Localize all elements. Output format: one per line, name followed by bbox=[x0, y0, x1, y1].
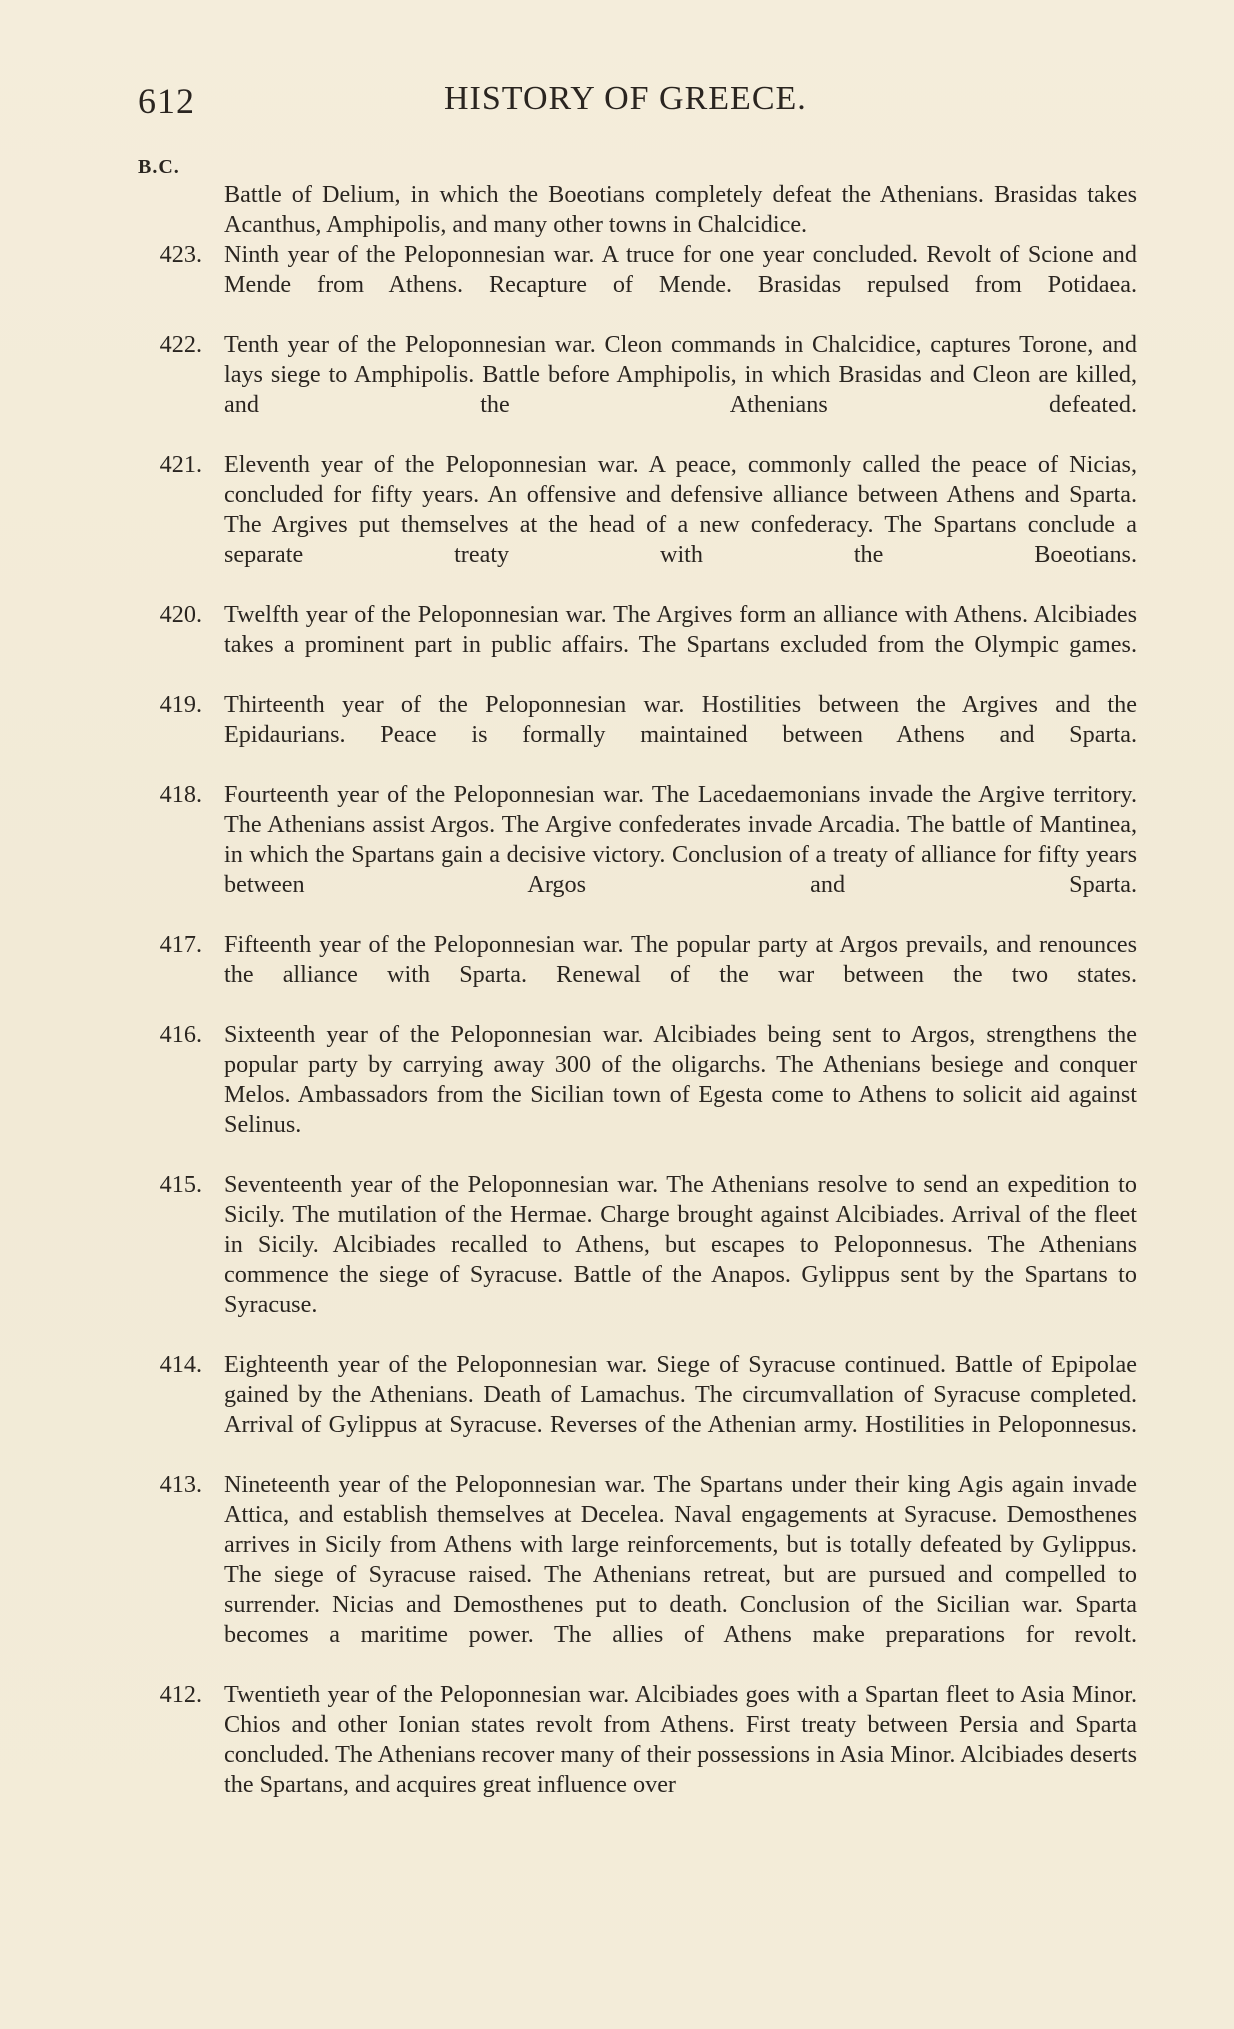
entry-text: Ninth year of the Peloponnesian war. A truce for one year concluded. Revolt of Scione and Mende from Athens. Recapture of Mende. Brasidas repulsed from Potidaea. bbox=[224, 241, 1137, 298]
chronology-entry bbox=[132, 1470, 1137, 1680]
chronology-entry bbox=[132, 330, 1137, 450]
entry-text: Battle of Delium, in which the Boeotians completely defeat the Athenians. Brasidas takes Acanthus, Amphipolis, and many other towns in Chalcidice. bbox=[224, 181, 1137, 238]
entry-text: Eleventh year of the Peloponnesian war. A peace, commonly called the peace of Nicias, concluded for fifty years. An offensive and defensive alliance between Athens and Sparta. The Argives put themselves at the head of a new confederacy. The Spartans conclude a separate treaty with the Boeotians. bbox=[224, 451, 1137, 568]
page-number: 612 bbox=[138, 81, 195, 121]
entry-year: 422. bbox=[159, 331, 202, 358]
entry-year: 420. bbox=[159, 601, 202, 628]
entry-year: 416. bbox=[159, 1021, 202, 1048]
entry-year: 413. bbox=[159, 1471, 202, 1498]
chronology-entry bbox=[132, 780, 1137, 930]
entry-text: Fifteenth year of the Peloponnesian war. The popular party at Argos prevails, and renounces the alliance with Sparta. Renewal of the war between the two states. bbox=[224, 931, 1137, 988]
chronology-entry bbox=[132, 240, 1137, 330]
entry-year: 414. bbox=[159, 1351, 202, 1378]
chronology-entry bbox=[132, 1680, 1137, 1800]
entry-year: 415. bbox=[159, 1171, 202, 1198]
entry-year: 419. bbox=[159, 691, 202, 718]
entry-year: 418. bbox=[159, 781, 202, 808]
chronology-entry bbox=[132, 180, 1137, 240]
chronology-entry bbox=[132, 450, 1137, 600]
chronology-entry bbox=[132, 1170, 1137, 1350]
chronology-entry bbox=[132, 930, 1137, 1020]
entry-text: Fourteenth year of the Peloponnesian war. The Lacedaemonians invade the Argive territory. The Athenians assist Argos. The Argive confederates invade Arcadia. The battle of Mantinea, in which the Spartans gain a decisive victory. Conclusion of a treaty of alliance for fifty years between Argos and Sparta. bbox=[224, 781, 1137, 898]
entry-text: Tenth year of the Peloponnesian war. Cleon commands in Chalcidice, captures Torone, and lays siege to Amphipolis. Battle before Amphipolis, in which Brasidas and Cleon are killed, and the Athenians defeated. bbox=[224, 331, 1137, 418]
entry-text: Eighteenth year of the Peloponnesian war. Siege of Syracuse continued. Battle of Epipolae gained by the Athenians. Death of Lamachus. The circumvallation of Syracuse completed. Arrival of Gylippus at Syracuse. Reverses of the Athenian army. Hostilities in Peloponnesus. bbox=[224, 1351, 1137, 1438]
chronology-entry bbox=[132, 1350, 1137, 1470]
entry-text: Sixteenth year of the Peloponnesian war. Alcibiades being sent to Argos, strengthens the popular party by carrying away 300 of the oligarchs. The Athenians besiege and conquer Melos. Ambassadors from the Sicilian town of Egesta come to Athens to solicit aid against Selinus. bbox=[224, 1021, 1137, 1138]
page-header bbox=[138, 80, 1138, 124]
entry-text: Seventeenth year of the Peloponnesian war. The Athenians resolve to send an expedition to Sicily. The mutilation of the Hermae. Charge brought against Alcibiades. Arrival of the fleet in Sicily. Alcibiades recalled to Athens, but escapes to Peloponnesus. The Athenians commence the siege of Syracuse. Battle of the Anapos. Gylippus sent by the Spartans to Syracuse. bbox=[224, 1171, 1137, 1318]
chronology-list bbox=[132, 180, 1137, 1800]
chronology-entry bbox=[132, 690, 1137, 780]
chronology-entry bbox=[132, 1020, 1137, 1170]
chronology-entry bbox=[132, 600, 1137, 690]
entry-year: 423. bbox=[159, 241, 202, 268]
entry-text: Thirteenth year of the Peloponnesian war. Hostilities between the Argives and the Epidaurians. Peace is formally maintained between Athens and Sparta. bbox=[224, 691, 1137, 748]
running-title: HISTORY OF GREECE. bbox=[444, 80, 807, 117]
entry-text: Twentieth year of the Peloponnesian war. Alcibiades goes with a Spartan fleet to Asia Minor. Chios and other Ionian states revolt from Athens. First treaty between Persia and Sparta concluded. The Athenians recover many of their possessions in Asia Minor. Alcibiades deserts the Spartans, and acquires great influence over bbox=[224, 1681, 1137, 1798]
bc-label: B.C. bbox=[138, 156, 180, 178]
entry-year: 417. bbox=[159, 931, 202, 958]
entry-year: 421. bbox=[159, 451, 202, 478]
entry-text: Twelfth year of the Peloponnesian war. The Argives form an alliance with Athens. Alcibiades takes a prominent part in public affairs. The Spartans excluded from the Olympic games. bbox=[224, 601, 1137, 658]
entry-text: Nineteenth year of the Peloponnesian war. The Spartans under their king Agis again invade Attica, and establish themselves at Decelea. Naval engagements at Syracuse. Demosthenes arrives in Sicily from Athens with large reinforcements, but is totally defeated by Gylippus. The siege of Syracuse raised. The Athenians retreat, but are pursued and compelled to surrender. Nicias and Demosthenes put to death. Conclusion of the Sicilian war. Sparta becomes a maritime power. The allies of Athens make preparations for revolt. bbox=[224, 1471, 1137, 1648]
entry-year: 412. bbox=[159, 1681, 202, 1708]
